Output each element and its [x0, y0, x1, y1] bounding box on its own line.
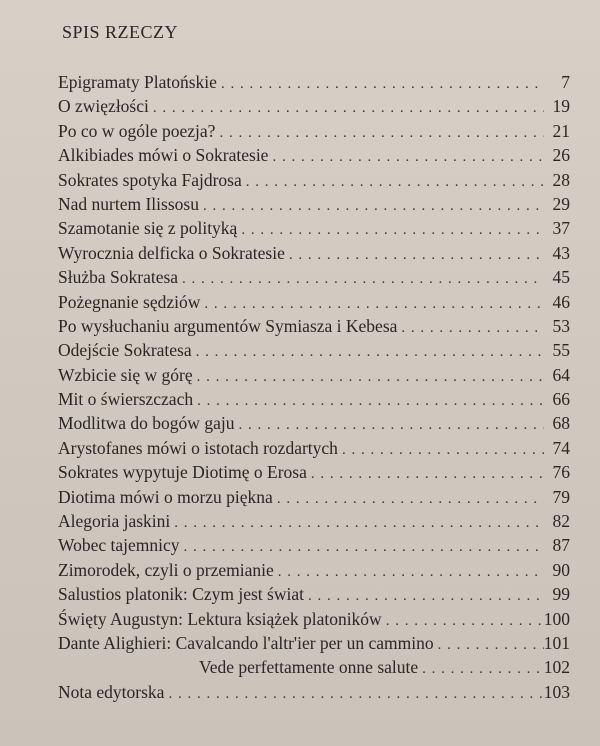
toc-entry [58, 460, 570, 484]
toc-entry-page: 46 [552, 291, 570, 312]
dot-leader [272, 145, 544, 169]
toc-entry [58, 216, 570, 240]
toc-entry [58, 387, 570, 411]
dot-leader [196, 340, 544, 364]
toc-entry-title: O zwięzłości [58, 96, 149, 117]
toc-entry-title: Święty Augustyn: Lektura książek platoników [58, 608, 382, 629]
toc-entry-page: 87 [552, 535, 570, 556]
toc-entry [58, 70, 570, 94]
toc-entry [58, 94, 570, 118]
dot-leader [386, 609, 544, 633]
toc-entry-title: Arystofanes mówi o istotach rozdartych [58, 437, 338, 458]
toc-entry-title: Nad nurtem Ilissosu [58, 193, 199, 214]
toc-entry-page: 43 [552, 242, 570, 263]
toc-entry-title: Alegoria jaskini [58, 511, 171, 532]
toc-entry [58, 265, 570, 289]
toc-entry-title: Modlitwa do bogów gaju [58, 413, 235, 434]
toc-entry [58, 338, 570, 362]
dot-leader [289, 243, 544, 267]
toc-entry-title: Salustios platonik: Czym jest świat [58, 584, 304, 605]
toc-entry [58, 363, 570, 387]
toc-entry-page: 101 [543, 632, 570, 653]
toc-entry [58, 314, 570, 338]
toc-entry [58, 143, 570, 167]
toc-entry-title: Mit o świerszczach [58, 389, 194, 410]
toc-entry [58, 533, 570, 557]
dot-leader [277, 487, 544, 511]
toc-entry-title: Nota edytorska [58, 681, 165, 702]
toc-entry-title: Wzbicie się w górę [58, 364, 193, 385]
dot-leader [238, 413, 544, 437]
toc-entry-page: 82 [552, 511, 570, 532]
dot-leader [401, 316, 544, 340]
dot-leader [197, 365, 544, 389]
contents-heading: SPIS RZECZY [62, 22, 179, 42]
toc-entry-page: 103 [543, 681, 570, 702]
toc-entry [58, 192, 570, 216]
toc-entry-title: Dante Alighieri: Cavalcando l'altr'ier per un cammino [58, 632, 434, 653]
toc-entry-page: 66 [552, 389, 570, 410]
toc-entry-page: 102 [543, 657, 570, 678]
toc-entry [58, 241, 570, 265]
dot-leader [153, 96, 544, 120]
toc-entry [58, 582, 570, 606]
dot-leader [184, 535, 544, 559]
toc-entry-page: 74 [552, 437, 570, 458]
toc-entry [58, 485, 570, 509]
dot-leader [174, 511, 544, 535]
toc-entry-page: 55 [552, 340, 570, 361]
toc-entry [58, 607, 570, 631]
toc-entry-title: Wyrocznia delficka o Sokratesie [58, 242, 285, 263]
dot-leader [308, 584, 544, 608]
toc-entry-title: Sokrates spotyka Fajdrosa [58, 169, 242, 190]
dot-leader [221, 72, 544, 96]
dot-leader [311, 462, 544, 486]
dot-leader [203, 194, 544, 218]
toc-entry [58, 680, 570, 704]
toc-entry [58, 631, 570, 655]
toc-entry-title: Odejście Sokratesa [58, 340, 192, 361]
toc-entry-page: 64 [552, 364, 570, 385]
toc-entry-title: Po wysłuchaniu argumentów Symiasza i Kebesa [58, 315, 398, 336]
toc-entry-title: Wobec tajemnicy [58, 535, 180, 556]
table-of-contents [58, 70, 570, 704]
toc-entry-title: Po co w ogóle poezja? [58, 120, 216, 141]
dot-leader [278, 560, 544, 584]
toc-entry [58, 411, 570, 435]
toc-entry-page: 76 [552, 462, 570, 483]
dot-leader [182, 267, 544, 291]
toc-entry [58, 290, 570, 314]
toc-entry [58, 655, 570, 679]
toc-entry-title: Vede perfettamente onne salute [199, 657, 419, 678]
toc-entry-page: 79 [552, 486, 570, 507]
toc-entry-page: 53 [552, 315, 570, 336]
toc-entry-page: 21 [552, 120, 570, 141]
toc-entry-title: Pożegnanie sędziów [58, 291, 201, 312]
dot-leader [204, 292, 544, 316]
toc-entry [58, 509, 570, 533]
toc-entry-page: 7 [561, 72, 570, 92]
toc-entry-page: 90 [552, 559, 570, 580]
toc-entry-title: Epigramaty Platońskie [58, 72, 217, 92]
toc-entry [58, 119, 570, 143]
dot-leader [246, 170, 544, 194]
dot-leader [438, 633, 544, 657]
toc-entry-title: Sokrates wypytuje Diotimę o Erosa [58, 462, 307, 483]
toc-entry-title: Służba Sokratesa [58, 267, 179, 288]
toc-entry-page: 100 [543, 608, 570, 629]
dot-leader [342, 438, 544, 462]
toc-entry-title: Szamotanie się z polityką [58, 218, 238, 239]
toc-entry [58, 168, 570, 192]
toc-entry-page: 29 [552, 193, 570, 214]
dot-leader [168, 682, 543, 706]
dot-leader [219, 121, 544, 145]
toc-entry-title: Zimorodek, czyli o przemianie [58, 559, 274, 580]
toc-entry [58, 558, 570, 582]
toc-entry-page: 45 [552, 267, 570, 288]
toc-entry-page: 28 [552, 169, 570, 190]
toc-entry-page: 99 [552, 584, 570, 605]
dot-leader [422, 657, 544, 681]
toc-entry-page: 68 [552, 413, 570, 434]
toc-entry-title: Diotima mówi o morzu piękna [58, 486, 273, 507]
dot-leader [241, 218, 544, 242]
toc-entry-page: 26 [552, 145, 570, 166]
toc-entry-page: 37 [552, 218, 570, 239]
toc-entry-title: Alkibiades mówi o Sokratesie [58, 145, 269, 166]
dot-leader [197, 389, 544, 413]
toc-entry [58, 436, 570, 460]
toc-entry-page: 19 [552, 96, 570, 117]
